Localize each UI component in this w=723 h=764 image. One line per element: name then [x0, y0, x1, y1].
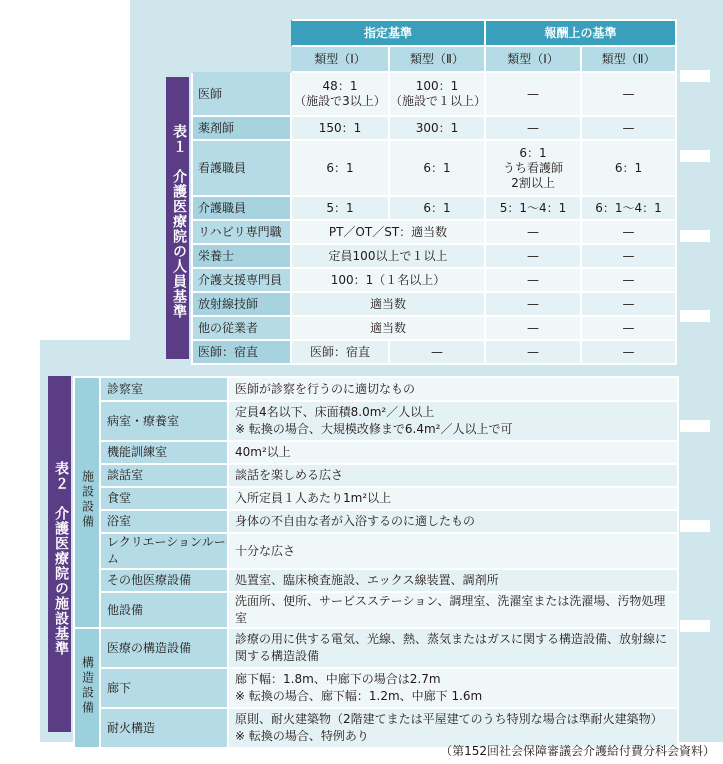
- row-label: 他設備: [100, 592, 228, 628]
- table-cell: 5：1: [291, 196, 389, 220]
- table-row: [74, 464, 678, 487]
- table-cell: —: [485, 116, 581, 140]
- row-label: 放射線技師: [192, 292, 291, 316]
- background-tile: [680, 310, 710, 322]
- empty-corner: [192, 46, 291, 72]
- row-value: 談話を楽しめる広さ: [228, 464, 678, 487]
- background-tile: [680, 230, 710, 242]
- sub-header: 類型（Ⅱ）: [581, 46, 676, 72]
- table-cell: —: [485, 292, 581, 316]
- cell-text: 定員4名以下、床面積8.0m²／人以上 ※ 転換の場合、大規模改修まで6.4m²／人以上で可: [235, 405, 513, 436]
- row-label: リハビリ専門職: [192, 220, 291, 244]
- sub-header: 類型（Ⅰ）: [291, 46, 389, 72]
- background-tile: [0, 0, 130, 340]
- table-cell: 適当数: [291, 292, 485, 316]
- row-label: 病室・療養室: [100, 401, 228, 441]
- table-cell: —: [581, 116, 676, 140]
- table-row: [192, 340, 676, 364]
- row-value: [228, 668, 678, 708]
- table-cell: —: [485, 316, 581, 340]
- cell-text: 48：1 （施設で3以上）: [294, 79, 386, 108]
- table-row: [192, 244, 676, 268]
- table-row: [74, 592, 678, 628]
- table-cell: 6：1: [389, 196, 485, 220]
- table-cell: —: [581, 340, 676, 364]
- row-label: 医師: [192, 72, 291, 116]
- table-row: [192, 268, 676, 292]
- sub-header: 類型（Ⅰ）: [485, 46, 581, 72]
- category-label: 施設設備: [80, 470, 95, 530]
- table-row: [74, 668, 678, 708]
- row-value: [228, 628, 678, 668]
- table-cell: 100：1（１名以上）: [291, 268, 485, 292]
- cell-text: 原則、耐火建築物（2階建てまたは平屋建てのうち特別な場合は準耐火建築物） ※ 転換の場合、特例あり: [235, 712, 663, 743]
- table-cell: 適当数: [291, 316, 485, 340]
- table-cell: —: [485, 220, 581, 244]
- table2-title: 表２ 介護医療院の施設基準: [48, 376, 71, 732]
- table-row: [74, 569, 678, 592]
- row-value: 身体の不自由な者が入浴するのに適したもの: [228, 510, 678, 533]
- table-row: [74, 401, 678, 441]
- table-row: [192, 220, 676, 244]
- table-cell: 5：1～4：1: [485, 196, 581, 220]
- background-tile: [680, 520, 710, 532]
- row-label: 薬剤師: [192, 116, 291, 140]
- table-cell: —: [581, 220, 676, 244]
- table-row: [74, 441, 678, 464]
- row-label: 耐火構造: [100, 708, 228, 748]
- row-label: 浴室: [100, 510, 228, 533]
- category-structure: [74, 628, 100, 748]
- row-label: その他医療設備: [100, 569, 228, 592]
- background-tile: [680, 620, 710, 632]
- table-row: [192, 116, 676, 140]
- table-row: [192, 316, 676, 340]
- row-value: 医師が診察を行うのに適切なもの: [228, 377, 678, 401]
- cell-text: 6：1 うち看護師 2割以上: [503, 145, 564, 190]
- row-label: 談話室: [100, 464, 228, 487]
- row-value: 40m²以上: [228, 441, 678, 464]
- table-cell: 6：1: [291, 140, 389, 196]
- sub-header: 類型（Ⅱ）: [389, 46, 485, 72]
- row-label: 診察室: [100, 377, 228, 401]
- row-label: 廊下: [100, 668, 228, 708]
- cell-text: 診療の用に供する電気、光線、熱、蒸気またはガスに関する構造設備、放射線に 関する構造設備: [235, 632, 668, 663]
- staffing-standards-table: [191, 19, 677, 365]
- table-cell: —: [485, 244, 581, 268]
- group-header-designated: 指定基準: [291, 20, 485, 46]
- category-facility: [74, 377, 100, 628]
- row-value: [228, 401, 678, 441]
- table-cell: 6：1～4：1: [581, 196, 676, 220]
- table-cell: 6：1: [389, 140, 485, 196]
- row-label: レクリエーションルーム: [100, 533, 228, 569]
- table-cell: —: [485, 72, 581, 116]
- table-row: [192, 72, 676, 116]
- table-row: [192, 196, 676, 220]
- row-label: 看護職員: [192, 140, 291, 196]
- row-label: 食堂: [100, 487, 228, 510]
- facility-standards-table: [73, 376, 679, 749]
- category-label: 構造設備: [80, 655, 95, 716]
- table-row: [192, 292, 676, 316]
- table-cell: [389, 72, 485, 116]
- table-cell: —: [581, 292, 676, 316]
- row-value: 処置室、臨床検査施設、エックス線装置、調剤所: [228, 569, 678, 592]
- background-tile: [680, 70, 710, 82]
- table-row: [74, 377, 678, 401]
- row-label: 医師：宿直: [192, 340, 291, 364]
- row-value: 入所定員１人あたり1m²以上: [228, 487, 678, 510]
- row-label: 栄養士: [192, 244, 291, 268]
- table-row: [74, 510, 678, 533]
- empty-corner: [192, 20, 291, 46]
- table-cell: [291, 72, 389, 116]
- table-cell: 医師：宿直: [291, 340, 389, 364]
- table-row: [74, 533, 678, 569]
- cell-text: 100：1 （施設で１以上）: [390, 79, 487, 108]
- row-label: 介護職員: [192, 196, 291, 220]
- row-label: 機能訓練室: [100, 441, 228, 464]
- table1-title: 表１ 介護医療院の人員基準: [166, 77, 189, 359]
- row-label: 他の従業者: [192, 316, 291, 340]
- background-tile: [10, 540, 32, 550]
- row-value: 十分な広さ: [228, 533, 678, 569]
- table-row: [192, 140, 676, 196]
- table-cell: [485, 140, 581, 196]
- table-cell: PT／OT／ST：適当数: [291, 220, 485, 244]
- table-cell: 300：1: [389, 116, 485, 140]
- background-tile: [680, 420, 710, 432]
- table-row: [74, 628, 678, 668]
- row-value: 洗面所、便所、サービスステーション、調理室、洗濯室または洗濯場、汚物処理室: [228, 592, 678, 628]
- background-tile: [10, 360, 32, 370]
- source-note: （第152回社会保障審議会介護給付費分科会資料）: [440, 744, 715, 758]
- table-header-row: [192, 20, 676, 46]
- table-cell: —: [389, 340, 485, 364]
- table-cell: 150：1: [291, 116, 389, 140]
- table-row: [74, 487, 678, 510]
- background-tile: [10, 450, 32, 460]
- table-cell: —: [581, 244, 676, 268]
- table-cell: —: [581, 316, 676, 340]
- table-cell: —: [485, 268, 581, 292]
- table-cell: —: [581, 268, 676, 292]
- group-header-remuneration: 報酬上の基準: [485, 20, 676, 46]
- background-tile: [680, 150, 710, 162]
- table-cell: —: [485, 340, 581, 364]
- table-subheader-row: [192, 46, 676, 72]
- table-cell: 6：1: [581, 140, 676, 196]
- table-cell: —: [581, 72, 676, 116]
- row-label: 医療の構造設備: [100, 628, 228, 668]
- row-label: 介護支援専門員: [192, 268, 291, 292]
- table-cell: 定員100以上で１以上: [291, 244, 485, 268]
- cell-text: 廊下幅：1.8m、中廊下の場合は2.7m ※ 転換の場合、廊下幅：1.2m、中廊下 1.6m: [235, 672, 483, 703]
